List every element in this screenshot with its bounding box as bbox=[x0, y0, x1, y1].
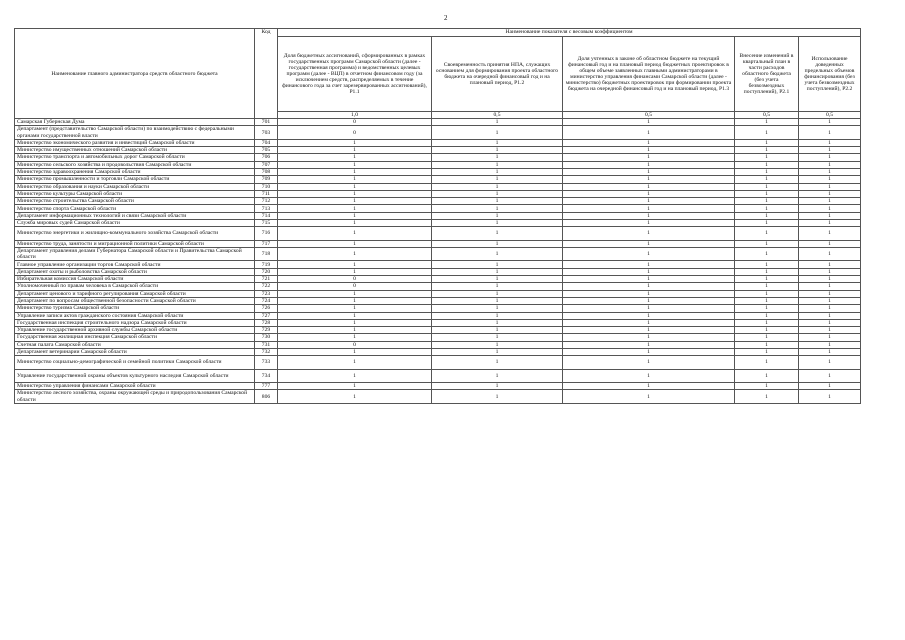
row-value: 1 bbox=[432, 161, 563, 168]
row-value: 1 bbox=[432, 334, 563, 341]
table-row bbox=[15, 212, 861, 219]
row-code: 721 bbox=[255, 276, 278, 283]
row-value: 1 bbox=[563, 126, 735, 139]
row-value: 1 bbox=[432, 227, 563, 240]
row-value: 1 bbox=[563, 198, 735, 205]
row-value: 1 bbox=[799, 248, 861, 261]
row-value: 0 bbox=[278, 119, 432, 126]
row-value: 1 bbox=[432, 154, 563, 161]
row-value: 1 bbox=[278, 240, 432, 247]
table-row bbox=[15, 139, 861, 146]
table-row bbox=[15, 126, 861, 139]
row-value: 1 bbox=[432, 176, 563, 183]
indicator-table bbox=[14, 28, 861, 404]
row-name: Министерство труда, занятости и миграционной политики Самарской области bbox=[15, 240, 255, 247]
row-code: 711 bbox=[255, 190, 278, 197]
table-row bbox=[15, 334, 861, 341]
row-value: 1 bbox=[735, 312, 799, 319]
row-value: 1 bbox=[799, 356, 861, 369]
row-code: 720 bbox=[255, 268, 278, 275]
table-row bbox=[15, 248, 861, 261]
page-number: 2 bbox=[444, 14, 448, 22]
row-value: 1 bbox=[735, 220, 799, 227]
table-row bbox=[15, 297, 861, 304]
row-value: 1 bbox=[432, 283, 563, 290]
row-value: 1 bbox=[432, 319, 563, 326]
row-value: 1 bbox=[799, 327, 861, 334]
row-code: 732 bbox=[255, 348, 278, 355]
row-code: 729 bbox=[255, 327, 278, 334]
row-code: 717 bbox=[255, 240, 278, 247]
row-value: 1 bbox=[563, 268, 735, 275]
row-value: 1 bbox=[563, 190, 735, 197]
row-name: Управление государственной охраны объектов культурного наследия Самарской области bbox=[15, 369, 255, 382]
row-value: 1 bbox=[432, 147, 563, 154]
row-value: 1 bbox=[735, 341, 799, 348]
row-value: 1 bbox=[563, 297, 735, 304]
row-value: 1 bbox=[799, 183, 861, 190]
weight-p21: 0,5 bbox=[735, 112, 799, 119]
row-code: 806 bbox=[255, 390, 278, 403]
row-value: 1 bbox=[799, 268, 861, 275]
row-value: 1 bbox=[799, 319, 861, 326]
row-value: 1 bbox=[278, 261, 432, 268]
row-value: 1 bbox=[563, 305, 735, 312]
table-row bbox=[15, 190, 861, 197]
row-value: 1 bbox=[432, 220, 563, 227]
row-value: 1 bbox=[799, 334, 861, 341]
row-value: 1 bbox=[563, 276, 735, 283]
row-value: 1 bbox=[799, 119, 861, 126]
row-value: 1 bbox=[563, 161, 735, 168]
row-value: 1 bbox=[735, 261, 799, 268]
row-code: 723 bbox=[255, 290, 278, 297]
row-value: 1 bbox=[563, 261, 735, 268]
row-name: Государственная жилищная инспекция Самарской области bbox=[15, 334, 255, 341]
weight-p11: 1,0 bbox=[278, 112, 432, 119]
table-row bbox=[15, 147, 861, 154]
row-name: Департамент охоты и рыболовства Самарской области bbox=[15, 268, 255, 275]
row-value: 1 bbox=[563, 227, 735, 240]
row-value: 1 bbox=[563, 390, 735, 403]
row-code: 704 bbox=[255, 139, 278, 146]
row-name: Государственная инспекция строительного надзора Самарской области bbox=[15, 319, 255, 326]
table-row bbox=[15, 319, 861, 326]
row-value: 1 bbox=[278, 190, 432, 197]
row-value: 1 bbox=[278, 161, 432, 168]
row-value: 1 bbox=[735, 240, 799, 247]
row-value: 1 bbox=[799, 383, 861, 390]
row-value: 1 bbox=[735, 176, 799, 183]
row-code: 734 bbox=[255, 369, 278, 382]
row-name: Министерство промышленности и торговли Самарской области bbox=[15, 176, 255, 183]
row-name: Министерство культуры Самарской области bbox=[15, 190, 255, 197]
row-value: 1 bbox=[432, 190, 563, 197]
row-value: 1 bbox=[735, 356, 799, 369]
row-value: 0 bbox=[278, 341, 432, 348]
row-value: 1 bbox=[432, 205, 563, 212]
row-value: 1 bbox=[563, 383, 735, 390]
table-row bbox=[15, 356, 861, 369]
row-value: 1 bbox=[278, 248, 432, 261]
row-value: 1 bbox=[432, 126, 563, 139]
row-value: 1 bbox=[432, 240, 563, 247]
row-value: 1 bbox=[799, 305, 861, 312]
row-value: 1 bbox=[735, 383, 799, 390]
row-value: 1 bbox=[735, 283, 799, 290]
row-value: 1 bbox=[799, 341, 861, 348]
table-row bbox=[15, 168, 861, 175]
row-value: 1 bbox=[563, 220, 735, 227]
table-row bbox=[15, 240, 861, 247]
row-value: 1 bbox=[563, 290, 735, 297]
row-value: 1 bbox=[432, 212, 563, 219]
row-name: Департамент по вопросам общественной безопасности Самарской области bbox=[15, 297, 255, 304]
row-value: 1 bbox=[278, 220, 432, 227]
row-value: 1 bbox=[799, 312, 861, 319]
row-value: 1 bbox=[735, 205, 799, 212]
row-value: 1 bbox=[799, 261, 861, 268]
row-value: 1 bbox=[432, 369, 563, 382]
row-value: 1 bbox=[432, 305, 563, 312]
row-name: Департамент информационных технологий и связи Самарской области bbox=[15, 212, 255, 219]
row-code: 731 bbox=[255, 341, 278, 348]
row-name: Департамент ветеринарии Самарской области bbox=[15, 348, 255, 355]
table-row bbox=[15, 341, 861, 348]
row-value: 1 bbox=[735, 268, 799, 275]
row-value: 1 bbox=[432, 348, 563, 355]
row-value: 1 bbox=[432, 268, 563, 275]
row-value: 1 bbox=[799, 198, 861, 205]
row-value: 1 bbox=[278, 383, 432, 390]
row-code: 724 bbox=[255, 297, 278, 304]
row-name: Служба мировых судей Самарской области bbox=[15, 220, 255, 227]
row-name: Министерство управления финансами Самарской области bbox=[15, 383, 255, 390]
row-value: 0 bbox=[278, 283, 432, 290]
row-value: 1 bbox=[278, 168, 432, 175]
row-value: 1 bbox=[432, 139, 563, 146]
table-row bbox=[15, 261, 861, 268]
row-name: Департамент ценового и тарифного регулирования Самарской области bbox=[15, 290, 255, 297]
row-name: Главное управление организации торгов Самарской области bbox=[15, 261, 255, 268]
row-value: 1 bbox=[735, 168, 799, 175]
row-name: Департамент управления делами Губернатора Самарской области и Правительства Самарской области bbox=[15, 248, 255, 261]
table-row bbox=[15, 176, 861, 183]
table-row bbox=[15, 327, 861, 334]
row-name: Министерство лесного хозяйства, охраны окружающей среды и природопользования Самарской области bbox=[15, 390, 255, 403]
table-row bbox=[15, 283, 861, 290]
row-value: 1 bbox=[563, 319, 735, 326]
row-value: 1 bbox=[563, 240, 735, 247]
row-code: 719 bbox=[255, 261, 278, 268]
row-code: 728 bbox=[255, 319, 278, 326]
row-code: 712 bbox=[255, 198, 278, 205]
row-value: 1 bbox=[432, 168, 563, 175]
row-value: 1 bbox=[432, 327, 563, 334]
table-row bbox=[15, 383, 861, 390]
row-code: 703 bbox=[255, 126, 278, 139]
row-name: Министерство экономического развития и инвестиций Самарской области bbox=[15, 139, 255, 146]
table-row bbox=[15, 161, 861, 168]
row-value: 1 bbox=[278, 327, 432, 334]
table-row bbox=[15, 119, 861, 126]
row-value: 1 bbox=[278, 319, 432, 326]
row-value: 1 bbox=[799, 348, 861, 355]
row-value: 1 bbox=[735, 369, 799, 382]
row-value: 1 bbox=[735, 126, 799, 139]
row-name: Избирательная комиссия Самарской области bbox=[15, 276, 255, 283]
row-value: 1 bbox=[735, 327, 799, 334]
row-value: 1 bbox=[735, 276, 799, 283]
row-value: 1 bbox=[563, 205, 735, 212]
row-code: 733 bbox=[255, 356, 278, 369]
row-code: 727 bbox=[255, 312, 278, 319]
row-value: 1 bbox=[735, 319, 799, 326]
row-value: 1 bbox=[432, 261, 563, 268]
row-value: 1 bbox=[799, 390, 861, 403]
row-code: 722 bbox=[255, 283, 278, 290]
row-value: 1 bbox=[278, 312, 432, 319]
row-value: 1 bbox=[563, 183, 735, 190]
row-value: 1 bbox=[278, 305, 432, 312]
row-code: 730 bbox=[255, 334, 278, 341]
row-name: Управление государственной архивной службы Самарской области bbox=[15, 327, 255, 334]
row-name: Министерство транспорта и автомобильных дорог Самарской области bbox=[15, 154, 255, 161]
row-value: 1 bbox=[735, 390, 799, 403]
row-value: 1 bbox=[799, 154, 861, 161]
table-row bbox=[15, 348, 861, 355]
row-value: 1 bbox=[278, 147, 432, 154]
row-name: Министерство имущественных отношений Самарской области bbox=[15, 147, 255, 154]
row-value: 1 bbox=[432, 248, 563, 261]
row-value: 1 bbox=[278, 212, 432, 219]
row-value: 1 bbox=[563, 312, 735, 319]
row-code: 705 bbox=[255, 147, 278, 154]
row-value: 1 bbox=[563, 248, 735, 261]
indicator-header-p21: Внесение изменений в квартальный план в части расходов областного бюджета (без учета безвозмездных поступлений), P2.1 bbox=[735, 37, 799, 112]
row-value: 1 bbox=[735, 190, 799, 197]
row-code: 718 bbox=[255, 248, 278, 261]
row-value: 1 bbox=[799, 126, 861, 139]
row-name: Уполномоченный по правам человека в Самарской области bbox=[15, 283, 255, 290]
row-value: 1 bbox=[278, 290, 432, 297]
row-name: Министерство здравоохранения Самарской области bbox=[15, 168, 255, 175]
row-value: 1 bbox=[563, 119, 735, 126]
row-value: 1 bbox=[278, 176, 432, 183]
table-row bbox=[15, 227, 861, 240]
row-value: 1 bbox=[278, 369, 432, 382]
row-name: Самарская Губернская Дума bbox=[15, 119, 255, 126]
weight-p22: 0,5 bbox=[799, 112, 861, 119]
column-header-code: Код bbox=[255, 29, 278, 119]
row-value: 1 bbox=[735, 198, 799, 205]
row-value: 1 bbox=[735, 154, 799, 161]
row-code: 706 bbox=[255, 154, 278, 161]
table-row bbox=[15, 198, 861, 205]
row-value: 1 bbox=[432, 119, 563, 126]
indicator-header-p12: Своевременность принятия НПА, служащих основанием для формирования проекта областного бюджета на очередной финансовый год и на плановый период, P1.2 bbox=[432, 37, 563, 112]
row-value: 1 bbox=[432, 312, 563, 319]
row-code: 709 bbox=[255, 176, 278, 183]
row-value: 1 bbox=[432, 183, 563, 190]
row-value: 1 bbox=[563, 327, 735, 334]
row-value: 1 bbox=[799, 147, 861, 154]
row-code: 726 bbox=[255, 305, 278, 312]
row-code: 714 bbox=[255, 212, 278, 219]
row-value: 1 bbox=[432, 341, 563, 348]
row-value: 1 bbox=[735, 147, 799, 154]
row-value: 1 bbox=[799, 297, 861, 304]
row-value: 1 bbox=[735, 334, 799, 341]
row-value: 1 bbox=[432, 198, 563, 205]
row-value: 1 bbox=[799, 205, 861, 212]
row-value: 1 bbox=[799, 276, 861, 283]
row-value: 1 bbox=[278, 390, 432, 403]
table-row bbox=[15, 220, 861, 227]
row-value: 1 bbox=[735, 212, 799, 219]
row-value: 1 bbox=[799, 283, 861, 290]
row-code: 713 bbox=[255, 205, 278, 212]
table-row bbox=[15, 390, 861, 403]
row-value: 1 bbox=[563, 334, 735, 341]
row-value: 1 bbox=[799, 212, 861, 219]
row-value: 1 bbox=[799, 290, 861, 297]
row-value: 1 bbox=[735, 305, 799, 312]
table-row bbox=[15, 312, 861, 319]
row-value: 1 bbox=[278, 205, 432, 212]
row-value: 1 bbox=[735, 348, 799, 355]
row-value: 1 bbox=[432, 356, 563, 369]
row-value: 1 bbox=[735, 290, 799, 297]
row-name: Министерство энергетики и жилищно-коммунального хозяйства Самарской области bbox=[15, 227, 255, 240]
column-group-title: Наименование показателя с весовым коэффициентом bbox=[278, 29, 861, 37]
row-value: 1 bbox=[735, 248, 799, 261]
row-value: 0 bbox=[278, 276, 432, 283]
row-name: Министерство туризма Самарской области bbox=[15, 305, 255, 312]
row-value: 1 bbox=[799, 161, 861, 168]
table-row bbox=[15, 154, 861, 161]
row-name: Счетная палата Самарской области bbox=[15, 341, 255, 348]
row-value: 1 bbox=[563, 283, 735, 290]
row-value: 1 bbox=[278, 348, 432, 355]
row-value: 1 bbox=[799, 369, 861, 382]
row-value: 1 bbox=[278, 268, 432, 275]
row-code: 701 bbox=[255, 119, 278, 126]
row-value: 1 bbox=[799, 190, 861, 197]
row-value: 1 bbox=[799, 227, 861, 240]
row-value: 1 bbox=[735, 119, 799, 126]
row-value: 1 bbox=[563, 369, 735, 382]
row-name: Министерство строительства Самарской области bbox=[15, 198, 255, 205]
row-value: 1 bbox=[278, 183, 432, 190]
row-value: 1 bbox=[432, 290, 563, 297]
row-value: 1 bbox=[735, 183, 799, 190]
row-value: 1 bbox=[799, 220, 861, 227]
row-value: 1 bbox=[735, 297, 799, 304]
row-value: 1 bbox=[735, 139, 799, 146]
row-value: 1 bbox=[278, 227, 432, 240]
row-value: 1 bbox=[278, 154, 432, 161]
row-code: 708 bbox=[255, 168, 278, 175]
row-value: 1 bbox=[563, 356, 735, 369]
row-name: Министерство социально-демографической и семейной политики Самарской области bbox=[15, 356, 255, 369]
row-value: 1 bbox=[278, 334, 432, 341]
row-value: 1 bbox=[799, 139, 861, 146]
weight-p12: 0,5 bbox=[432, 112, 563, 119]
indicator-header-p11: Доля бюджетных ассигнований, сформированных в рамках государственных программ Самарской области (далее - государственная программа) и ведомственных целевых программ (далее - ВЦП) в отчетном финансовом году (за исключением средств, распределяемых в течение финансового года за счет зарезервированных ассигнований), P1.1 bbox=[278, 37, 432, 112]
weight-p13: 0,5 bbox=[563, 112, 735, 119]
row-value: 1 bbox=[432, 383, 563, 390]
row-name: Министерство спорта Самарской области bbox=[15, 205, 255, 212]
row-value: 1 bbox=[278, 297, 432, 304]
row-value: 1 bbox=[563, 176, 735, 183]
indicator-header-p13: Доля учтенных в законе об областном бюджете на текущий финансовый год и на плановый период бюджетных проектировок в общем объеме заявленных главными администраторами в министерство управления финансами Самарской области (далее - министерство) бюджетных проектировок при формировании проекта бюджета на очередной финансовый год и на плановый период, P1.3 bbox=[563, 37, 735, 112]
table-row bbox=[15, 276, 861, 283]
row-value: 1 bbox=[563, 348, 735, 355]
table-row bbox=[15, 369, 861, 382]
row-value: 1 bbox=[799, 168, 861, 175]
row-name: Министерство сельского хозяйства и продовольствия Самарской области bbox=[15, 161, 255, 168]
row-value: 1 bbox=[278, 198, 432, 205]
table-row bbox=[15, 183, 861, 190]
row-name: Министерство образования и науки Самарской области bbox=[15, 183, 255, 190]
row-value: 1 bbox=[563, 154, 735, 161]
row-value: 1 bbox=[278, 356, 432, 369]
column-header-name: Наименование главного администратора средств областного бюджета bbox=[15, 29, 255, 119]
row-value: 1 bbox=[563, 212, 735, 219]
table-body bbox=[15, 119, 861, 404]
row-value: 1 bbox=[563, 168, 735, 175]
row-value: 1 bbox=[432, 390, 563, 403]
table-row bbox=[15, 205, 861, 212]
table-row bbox=[15, 290, 861, 297]
indicator-header-p22: Использование доведенных предельных объемов финансирования (без учета безвозмездных поступлений), P2.2 bbox=[799, 37, 861, 112]
row-value: 1 bbox=[432, 297, 563, 304]
row-value: 1 bbox=[735, 227, 799, 240]
row-value: 1 bbox=[278, 139, 432, 146]
row-value: 1 bbox=[735, 161, 799, 168]
row-code: 707 bbox=[255, 161, 278, 168]
table-row bbox=[15, 305, 861, 312]
row-code: 715 bbox=[255, 220, 278, 227]
row-code: 710 bbox=[255, 183, 278, 190]
row-value: 1 bbox=[799, 240, 861, 247]
row-code: 716 bbox=[255, 227, 278, 240]
row-code: 777 bbox=[255, 383, 278, 390]
row-value: 1 bbox=[563, 341, 735, 348]
row-name: Департамент (представительство Самарской области) по взаимодействию с федеральными органами государственной власти bbox=[15, 126, 255, 139]
row-value: 1 bbox=[563, 147, 735, 154]
row-value: 1 bbox=[799, 176, 861, 183]
row-value: 1 bbox=[563, 139, 735, 146]
table-row bbox=[15, 268, 861, 275]
row-value: 1 bbox=[432, 276, 563, 283]
row-value: 0 bbox=[278, 126, 432, 139]
row-name: Управление записи актов гражданского состояния Самарской области bbox=[15, 312, 255, 319]
